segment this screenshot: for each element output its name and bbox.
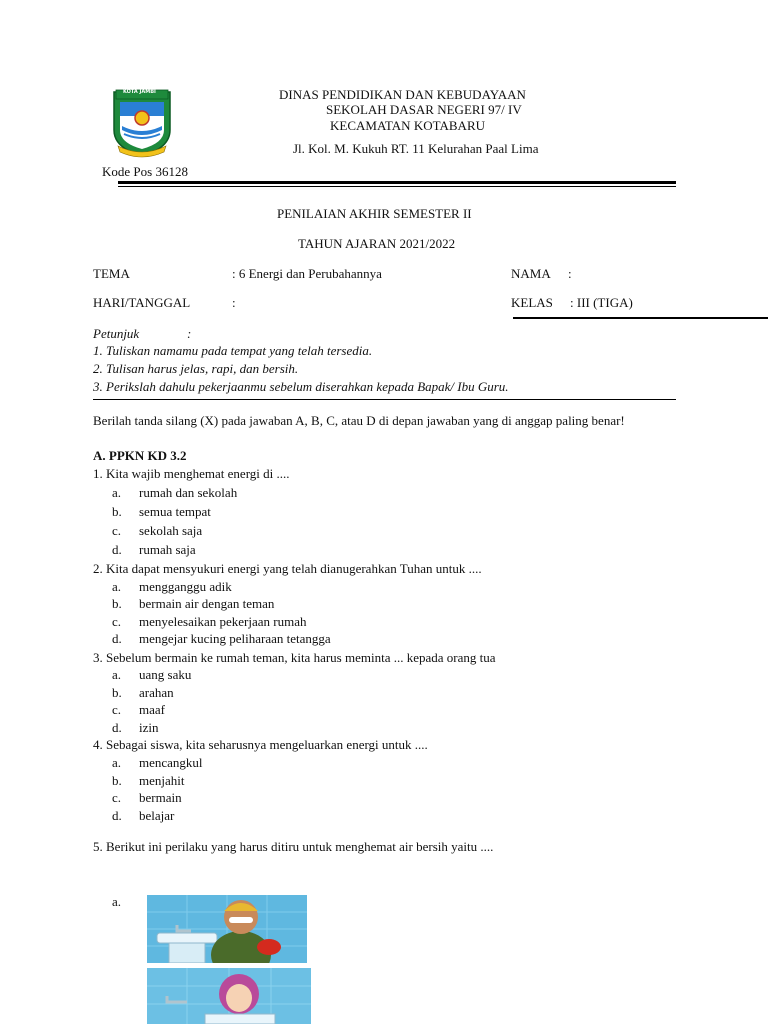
exam-year: TAHUN AJARAN 2021/2022 xyxy=(298,236,456,251)
question-text: 2. Kita dapat mensyukuri energi yang telah dianugerahkan Tuhan untuk .... xyxy=(93,561,482,576)
kelas-value: : III (TIGA) xyxy=(570,295,633,310)
option-letter: b. xyxy=(112,685,122,700)
kota-jambi-logo xyxy=(108,86,176,160)
tema-value: : 6 Energi dan Perubahannya xyxy=(232,266,382,281)
option-letter: d. xyxy=(112,808,122,823)
hari-label: HARI/TANGGAL xyxy=(93,295,191,310)
option-text: semua tempat xyxy=(139,504,211,519)
hari-value: : xyxy=(232,295,236,310)
option-text: bermain air dengan teman xyxy=(139,596,275,611)
nama-label: NAMA xyxy=(511,266,551,281)
option-letter: a. xyxy=(112,667,122,682)
petunjuk-label: Petunjuk xyxy=(93,326,140,341)
option-letter: d. xyxy=(112,631,122,646)
option-text: izin xyxy=(139,720,159,735)
petunjuk-item: 2. Tulisan harus jelas, rapi, dan bersih. xyxy=(93,361,299,376)
section-heading: A. PPKN KD 3.2 xyxy=(93,448,187,463)
option-text: mencangkul xyxy=(139,755,203,770)
tema-label: TEMA xyxy=(93,266,130,281)
option-text: arahan xyxy=(139,685,174,700)
option-text: rumah saja xyxy=(139,542,196,557)
option-letter: a. xyxy=(112,485,122,500)
question-text: 4. Sebagai siswa, kita seharusnya mengeluarkan energi untuk .... xyxy=(93,737,428,752)
option-text: mengganggu adik xyxy=(139,579,232,594)
petunjuk-colon: : xyxy=(187,326,192,341)
question-text: 1. Kita wajib menghemat energi di .... xyxy=(93,466,290,481)
nama-value: : xyxy=(568,266,572,281)
option-letter: c. xyxy=(112,790,122,805)
option-letter: a. xyxy=(112,755,122,770)
exam-title: PENILAIAN AKHIR SEMESTER II xyxy=(277,206,472,221)
option-text: mengejar kucing peliharaan tetangga xyxy=(139,631,331,646)
option-text: menyelesaikan pekerjaan rumah xyxy=(139,614,307,629)
option-letter: b. xyxy=(112,596,122,611)
option-text: bermain xyxy=(139,790,182,805)
option-text: belajar xyxy=(139,808,175,823)
header-rule-thick xyxy=(118,181,676,184)
option-text: maaf xyxy=(139,702,165,717)
header-postal-code: Kode Pos 36128 xyxy=(102,164,188,179)
header-rule-thin xyxy=(118,186,676,187)
petunjuk-rule xyxy=(93,399,676,400)
header-school: SEKOLAH DASAR NEGERI 97/ IV xyxy=(326,102,522,117)
petunjuk-item: 3. Perikslah dahulu pekerjaanmu sebelum diserahkan kepada Bapak/ Ibu Guru. xyxy=(93,379,509,394)
header-address: Jl. Kol. M. Kukuh RT. 11 Kelurahan Paal Lima xyxy=(293,141,539,156)
kelas-label: KELAS xyxy=(511,295,553,310)
option-letter: c. xyxy=(112,523,122,538)
question-text: 5. Berikut ini perilaku yang harus ditiru untuk menghemat air bersih yaitu .... xyxy=(93,839,494,854)
option-text: sekolah saja xyxy=(139,523,203,538)
boy-washing-illustration xyxy=(147,895,307,963)
option-letter: d. xyxy=(112,720,122,735)
answer-instruction: Berilah tanda silang (X) pada jawaban A, B, C, atau D di depan jawaban yang di anggap paling benar! xyxy=(93,413,625,428)
option-letter: c. xyxy=(112,702,122,717)
option-letter: a. xyxy=(112,894,122,909)
option-letter: d. xyxy=(112,542,122,557)
option-text: menjahit xyxy=(139,773,185,788)
option-letter: b. xyxy=(112,773,122,788)
petunjuk-item: 1. Tuliskan namamu pada tempat yang telah tersedia. xyxy=(93,343,373,358)
question-text: 3. Sebelum bermain ke rumah teman, kita harus meminta ... kepada orang tua xyxy=(93,650,496,665)
option-letter: b. xyxy=(112,504,122,519)
option-text: rumah dan sekolah xyxy=(139,485,238,500)
logo-banner-text: KOTA JAMBI xyxy=(123,89,156,95)
option-text: uang saku xyxy=(139,667,192,682)
girl-washing-illustration xyxy=(147,968,311,1024)
info-rule xyxy=(513,317,768,319)
option-letter: c. xyxy=(112,614,122,629)
header-agency: DINAS PENDIDIKAN DAN KEBUDAYAAN xyxy=(279,87,526,102)
option-letter: a. xyxy=(112,579,122,594)
header-district: KECAMATAN KOTABARU xyxy=(330,118,486,133)
